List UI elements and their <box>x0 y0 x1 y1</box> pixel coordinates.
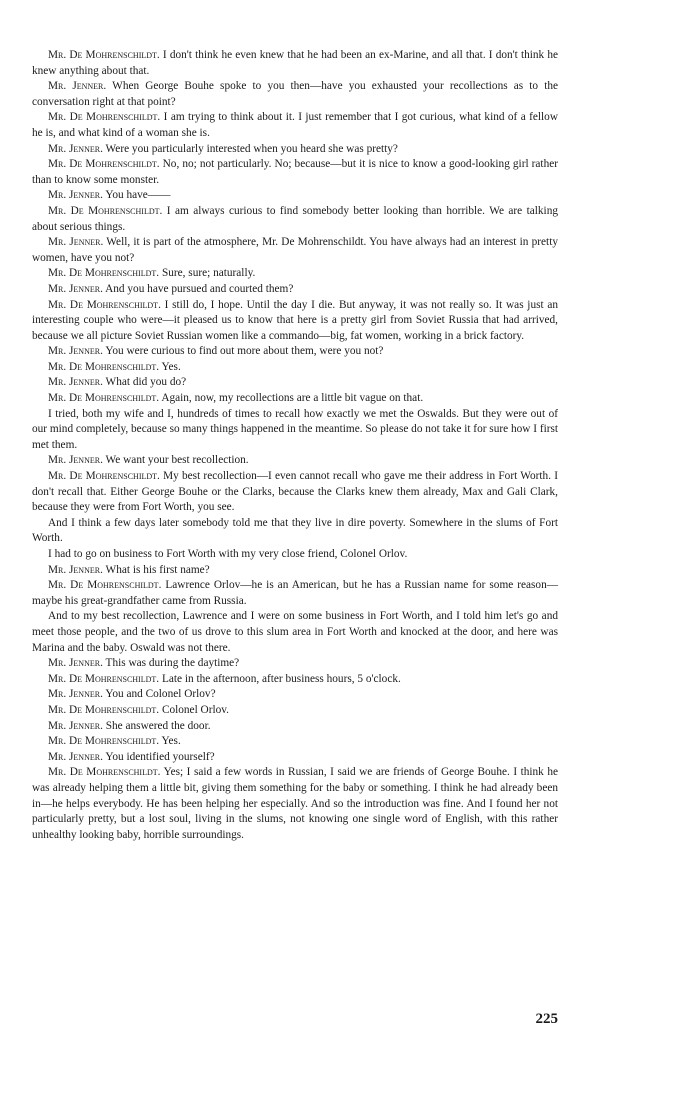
paragraph-text: I tried, both my wife and I, hundreds of times to recall how exactly we met the Oswalds. But they were out of our mind completely, because so many things happened in the meantime. So please do not take it for sure how I first met them. <box>32 407 559 451</box>
page-number: 225 <box>535 1011 558 1027</box>
transcript-paragraph <box>32 157 558 188</box>
speaker-label: Mr. De Mohrenschildt. <box>48 392 160 405</box>
speaker-label: Mr. De Mohrenschildt. <box>48 579 162 592</box>
paragraph-text: We want your best recollection. <box>105 454 249 467</box>
paragraph-text: Well, it is part of the atmosphere, Mr. De Mohrenschildt. You have always had an interest in pretty women, have you not? <box>32 236 558 264</box>
transcript-paragraph <box>32 298 558 345</box>
transcript-paragraph <box>32 563 558 579</box>
transcript-body <box>32 48 558 843</box>
paragraph-text: You and Colonel Orlov? <box>105 688 216 701</box>
speaker-label: Mr. De Mohrenschildt. <box>48 703 160 716</box>
paragraph-text: What did you do? <box>105 376 187 389</box>
transcript-paragraph <box>32 578 558 609</box>
paragraph-text: You were curious to find out more about them, were you not? <box>105 345 384 358</box>
transcript-paragraph <box>32 453 558 469</box>
paragraph-text: Again, now, my recollections are a little bit vague on that. <box>161 392 424 405</box>
transcript-paragraph <box>32 734 558 750</box>
speaker-label: Mr. Jenner. <box>48 563 103 576</box>
speaker-label: Mr. Jenner. <box>48 80 107 93</box>
transcript-paragraph <box>32 609 558 656</box>
transcript-paragraph <box>32 110 558 141</box>
transcript-paragraph <box>32 48 558 79</box>
speaker-label: Mr. Jenner. <box>48 750 103 763</box>
transcript-paragraph <box>32 142 558 158</box>
paragraph-text: And I think a few days later somebody told me that they live in dire poverty. Somewhere in the slums of Fort Worth. <box>32 516 558 545</box>
speaker-label: Mr. Jenner. <box>48 688 103 701</box>
paragraph-text: I had to go on business to Fort Worth with my very close friend, Colonel Orlov. <box>48 548 408 560</box>
paragraph-text: What is his first name? <box>105 563 210 576</box>
speaker-label: Mr. De Mohrenschildt. <box>48 470 160 483</box>
speaker-label: Mr. Jenner. <box>48 454 103 467</box>
speaker-label: Mr. Jenner. <box>48 236 104 249</box>
paragraph-text: Lawrence Orlov—he is an American, but he has a Russian name for some reason—maybe his great-grandfather came from Russia. <box>32 579 559 607</box>
transcript-paragraph <box>32 656 558 672</box>
transcript-paragraph <box>32 687 558 703</box>
transcript-paragraph <box>32 407 558 454</box>
paragraph-text: Were you particularly interested when you heard she was pretty? <box>105 142 398 155</box>
transcript-paragraph <box>32 282 558 298</box>
paragraph-text: Yes. <box>161 735 181 748</box>
transcript-paragraph <box>32 235 558 266</box>
transcript-paragraph <box>32 765 558 843</box>
speaker-label: Mr. De Mohrenschildt. <box>48 204 163 217</box>
paragraph-text: And you have pursued and courted them? <box>105 282 294 295</box>
transcript-paragraph <box>32 719 558 735</box>
paragraph-text: I am trying to think about it. I just remember that I got curious, what kind of a fellow he is, and what kind of a woman she is. <box>32 111 558 139</box>
speaker-label: Mr. Jenner. <box>48 189 103 202</box>
speaker-label: Mr. Jenner. <box>48 657 103 670</box>
transcript-paragraph <box>32 469 558 516</box>
paragraph-text: I am always curious to find somebody better looking than horrible. We are talking about serious things. <box>32 204 558 233</box>
transcript-paragraph <box>32 516 558 547</box>
paragraph-text: Yes; I said a few words in Russian, I said we are friends of George Bouhe. I think he was already helping them a little bit, giving them something for the baby or something. I think he had already been in—he helps everybody. He has been helping her especially. And so the introduction was fine. And I found her not particularly pretty, but a lost soul, living in the slums, not knowing one single word of English, with this rather unhealthy looking baby, horrible surroundings. <box>32 766 558 841</box>
speaker-label: Mr. De Mohrenschildt. <box>48 672 160 685</box>
paragraph-text: Yes. <box>161 360 181 373</box>
paragraph-text: Colonel Orlov. <box>161 703 229 716</box>
speaker-label: Mr. Jenner. <box>48 345 103 358</box>
speaker-label: Mr. De Mohrenschildt. <box>48 766 161 779</box>
transcript-paragraph <box>32 672 558 688</box>
speaker-label: Mr. De Mohrenschildt. <box>48 298 161 311</box>
transcript-paragraph <box>32 547 558 563</box>
speaker-label: Mr. Jenner. <box>48 719 103 732</box>
paragraph-text: She answered the door. <box>105 719 211 732</box>
paragraph-text: Late in the afternoon, after business hours, 5 o'clock. <box>161 672 401 685</box>
transcript-paragraph <box>32 188 558 204</box>
paragraph-text: No, no; not particularly. No; because—but it is nice to know a good-looking girl rather than to know some monster. <box>32 158 558 186</box>
paragraph-text: This was during the daytime? <box>105 657 240 670</box>
paragraph-text: You have—— <box>105 189 171 202</box>
paragraph-text: My best recollection—I even cannot recall who gave me their address in Fort Worth. I don't recall that. Either George Bouhe or the Clarks, because the Clarks knew them already, Max and Gali Clark, because they were from Fort Worth, you see. <box>32 470 558 514</box>
paragraph-text: I don't think he even knew that he had been an ex-Marine, and all that. I don't think he knew anything about that. <box>32 49 558 77</box>
transcript-paragraph <box>32 750 558 766</box>
speaker-label: Mr. Jenner. <box>48 142 103 155</box>
speaker-label: Mr. De Mohrenschildt. <box>48 360 160 373</box>
paragraph-text: You identified yourself? <box>105 750 215 763</box>
paragraph-text: And to my best recollection, Lawrence and I were on some business in Fort Worth, and I told him let's go and meet those people, and the two of us drove to this slum area in Fort Worth and knocked at the door, and here was Marina and the baby. Oswald was not there. <box>32 610 558 654</box>
speaker-label: Mr. Jenner. <box>48 282 103 295</box>
transcript-paragraph <box>32 79 558 110</box>
speaker-label: Mr. Jenner. <box>48 376 103 389</box>
speaker-label: Mr. De Mohrenschildt. <box>48 49 160 61</box>
speaker-label: Mr. De Mohrenschildt. <box>48 735 160 748</box>
transcript-paragraph <box>32 375 558 391</box>
transcript-paragraph <box>32 391 558 407</box>
paragraph-text: I still do, I hope. Until the day I die. But anyway, it was not really so. It was just an interesting couple who were—it pleased us to know that here is a pretty girl from Soviet Russia that had arrived, because we all picture Soviet Russian women like a commando—big, fat women, working in a brick factory. <box>32 298 559 342</box>
paragraph-text: Sure, sure; naturally. <box>161 267 256 280</box>
speaker-label: Mr. De Mohrenschildt. <box>48 267 160 280</box>
transcript-paragraph <box>32 360 558 376</box>
paragraph-text: When George Bouhe spoke to you then—have you exhausted your recollections as to the conversation right at that point? <box>32 80 559 108</box>
transcript-paragraph <box>32 204 558 235</box>
transcript-paragraph <box>32 703 558 719</box>
speaker-label: Mr. De Mohrenschildt. <box>48 158 160 171</box>
transcript-paragraph <box>32 344 558 360</box>
transcript-paragraph <box>32 266 558 282</box>
speaker-label: Mr. De Mohrenschildt. <box>48 111 161 124</box>
